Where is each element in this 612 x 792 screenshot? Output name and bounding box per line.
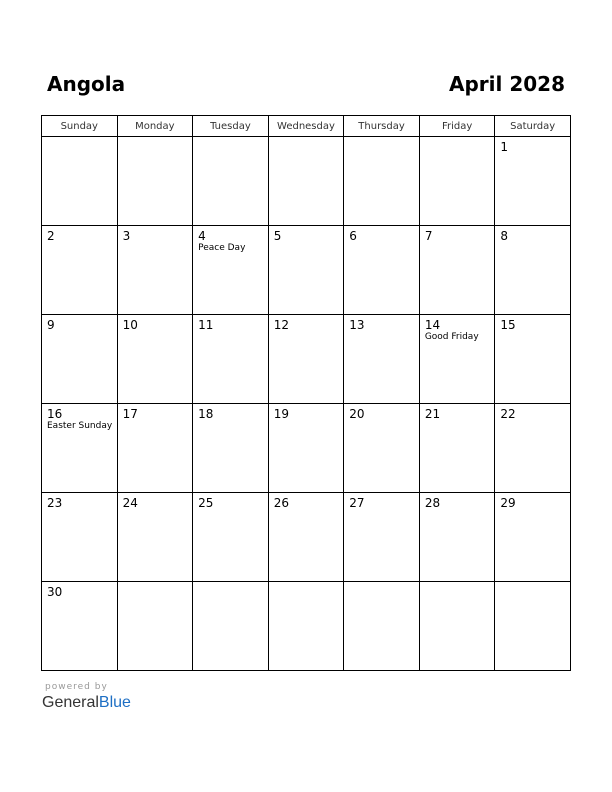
- weekday-header: Tuesday: [193, 116, 269, 137]
- day-number: 9: [47, 318, 55, 332]
- weekday-header-row: [42, 116, 571, 137]
- week-row: [42, 137, 571, 226]
- day-cell: [42, 137, 118, 226]
- holiday-label: Peace Day: [198, 243, 246, 253]
- day-cell: [117, 137, 193, 226]
- weekday-header: Monday: [117, 116, 193, 137]
- day-number: 18: [198, 407, 214, 421]
- day-number: 20: [349, 407, 365, 421]
- day-number: 25: [198, 496, 214, 510]
- day-cell: [268, 582, 344, 671]
- day-cell: [419, 582, 495, 671]
- day-number: 23: [47, 496, 63, 510]
- day-number: 21: [424, 407, 441, 421]
- week-row: [42, 226, 571, 315]
- powered-by-label: powered by: [45, 682, 108, 692]
- day-cell: [344, 137, 420, 226]
- day-cell: [193, 226, 269, 315]
- day-number: [118, 137, 193, 140]
- day-cell: [268, 315, 344, 404]
- weekday-header: Friday: [419, 116, 495, 137]
- day-number: 16: [47, 407, 63, 421]
- day-cell: [344, 493, 420, 582]
- day-cell: [42, 226, 118, 315]
- day-number: 8: [500, 229, 509, 243]
- day-number: 19: [273, 407, 289, 421]
- day-number: 5: [273, 229, 282, 243]
- holiday-label: Good Friday: [424, 332, 479, 342]
- day-cell: [42, 582, 118, 671]
- day-cell: [268, 404, 344, 493]
- day-cell: [117, 404, 193, 493]
- day-cell: [193, 493, 269, 582]
- day-number: 2: [47, 229, 55, 243]
- day-number: 7: [424, 229, 433, 243]
- day-number: 13: [349, 318, 365, 332]
- brand-blue-text: Blue: [98, 694, 131, 711]
- day-number: 10: [122, 318, 138, 332]
- day-number: [193, 137, 268, 140]
- day-cell: [344, 404, 420, 493]
- day-number: [118, 582, 193, 585]
- day-cell: [495, 493, 571, 582]
- day-cell: [193, 137, 269, 226]
- weekday-header: Sunday: [42, 116, 118, 137]
- day-number: 11: [198, 318, 214, 332]
- day-cell: [419, 493, 495, 582]
- day-number: 30: [47, 585, 63, 599]
- day-cell: [344, 315, 420, 404]
- day-cell: [42, 493, 118, 582]
- day-number: 24: [122, 496, 138, 510]
- day-cell: [117, 226, 193, 315]
- day-cell: [419, 137, 495, 226]
- week-row: [42, 315, 571, 404]
- week-row: [42, 582, 571, 671]
- day-cell: [419, 404, 495, 493]
- day-cell: [117, 315, 193, 404]
- weekday-header: Thursday: [344, 116, 420, 137]
- country-title: Angola: [47, 72, 126, 96]
- day-number: 3: [122, 229, 131, 243]
- day-number: [420, 137, 495, 140]
- day-number: 4: [198, 229, 206, 243]
- day-cell: [117, 493, 193, 582]
- day-number: [193, 582, 268, 585]
- day-cell: [419, 315, 495, 404]
- day-number: 6: [349, 229, 357, 243]
- day-number: [344, 582, 419, 585]
- weekday-header: Saturday: [495, 116, 571, 137]
- day-cell: [42, 315, 118, 404]
- day-number: [344, 137, 419, 140]
- day-number: [420, 582, 495, 585]
- day-cell: [495, 404, 571, 493]
- day-cell: [193, 315, 269, 404]
- month-title: April 2028: [449, 72, 565, 96]
- day-number: 12: [273, 318, 289, 332]
- week-row: [42, 404, 571, 493]
- day-cell: [495, 226, 571, 315]
- day-cell: [117, 582, 193, 671]
- calendar-grid: [41, 115, 571, 671]
- day-number: 26: [273, 496, 289, 510]
- day-number: 22: [500, 407, 516, 421]
- brand-general-text: General: [42, 694, 99, 711]
- day-number: 15: [500, 318, 516, 332]
- day-cell: [344, 582, 420, 671]
- day-number: 17: [122, 407, 138, 421]
- day-cell: [344, 226, 420, 315]
- day-cell: [268, 493, 344, 582]
- generalblue-logo[interactable]: [42, 693, 131, 713]
- day-number: [269, 582, 344, 585]
- day-number: [42, 137, 117, 140]
- day-cell: [193, 582, 269, 671]
- day-cell: [419, 226, 495, 315]
- day-cell: [268, 226, 344, 315]
- day-cell: [193, 404, 269, 493]
- day-number: 27: [349, 496, 365, 510]
- weekday-header: Wednesday: [268, 116, 344, 137]
- week-row: [42, 493, 571, 582]
- day-number: 29: [500, 496, 516, 510]
- day-number: [495, 582, 570, 585]
- day-cell: [495, 315, 571, 404]
- day-number: 28: [424, 496, 441, 510]
- day-number: 1: [500, 140, 509, 154]
- day-number: 14: [424, 318, 441, 332]
- day-cell: [268, 137, 344, 226]
- day-cell: [495, 137, 571, 226]
- day-cell: [42, 404, 118, 493]
- day-number: [269, 137, 344, 140]
- day-cell: [495, 582, 571, 671]
- holiday-label: Easter Sunday: [47, 421, 113, 431]
